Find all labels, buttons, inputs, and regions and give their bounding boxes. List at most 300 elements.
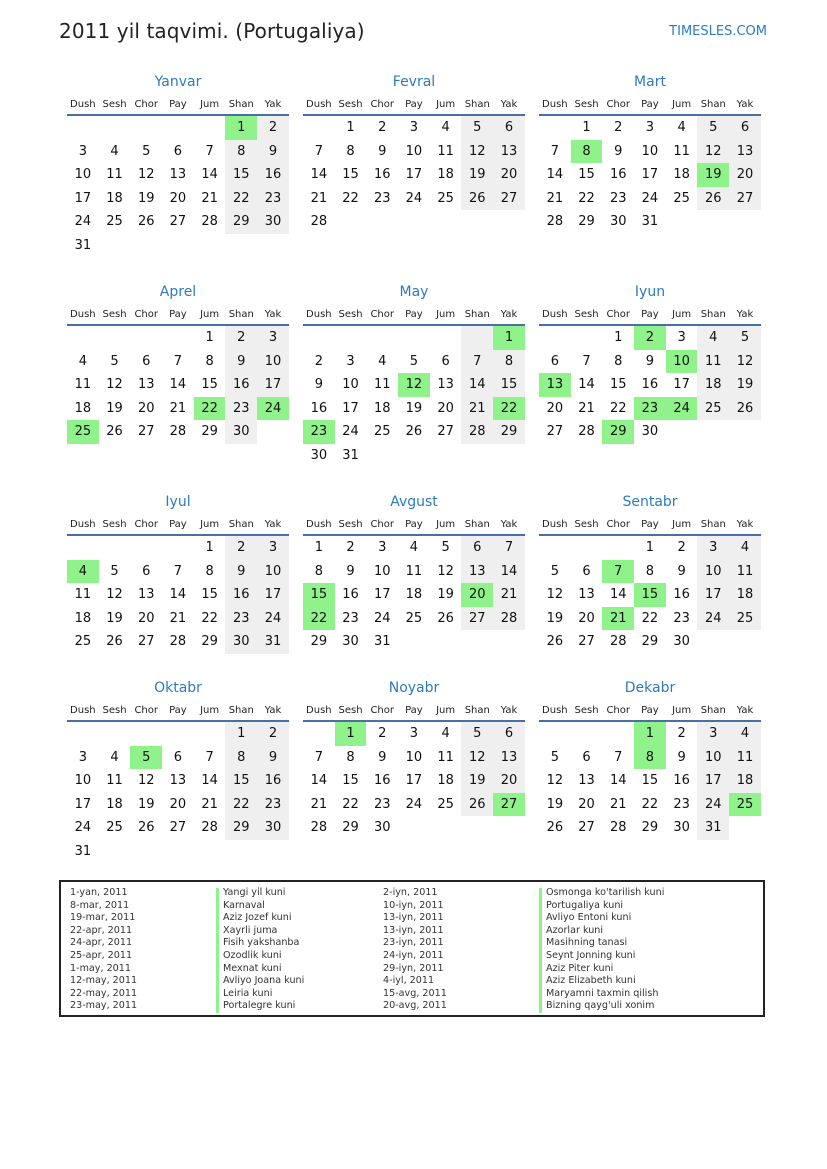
day-cell: 18 [437,167,454,183]
day-cell: 12 [137,167,155,183]
day-cell: 6 [582,563,591,579]
weekday-label: Sesh [102,705,127,716]
day-cell: 28 [609,634,627,650]
day-cell: 4 [78,353,87,369]
legend-item: 15-avg, 2011 [383,987,447,999]
empty-day-cell [335,210,367,234]
day-cell: 10 [257,560,289,584]
day-cell: 29 [641,820,659,836]
day-cell: 4 [441,726,450,741]
day-cell: 11 [437,143,454,159]
holiday-day-cell: 7 [602,560,634,584]
day-cell: 3 [78,749,87,765]
day-cell: 21 [201,190,218,206]
empty-day-cell [461,816,493,840]
day-cell: 6 [493,116,525,140]
legend-item: Aziz Piter kuni [546,962,614,974]
legend-item: 22-apr, 2011 [70,924,133,936]
day-cell: 24 [641,190,659,206]
day-cell: 3 [257,326,289,350]
day-cell: 4 [110,749,119,765]
day-cell: 21 [461,397,493,421]
empty-day-cell [539,722,571,746]
weekday-label: Yak [736,705,754,716]
weekday-label: Shan [464,519,490,530]
weekday-label: Shan [228,705,254,716]
weekday-label: Sesh [574,309,599,320]
day-cell: 3 [697,722,729,746]
day-grid [303,722,525,840]
day-cell: 10 [373,563,391,579]
empty-day-cell [99,234,131,258]
day-grid [67,536,289,654]
site-link[interactable]: TIMESLES.COM [669,24,767,39]
day-cell: 28 [201,820,218,836]
day-cell: 7 [173,563,183,579]
day-cell: 20 [546,400,564,416]
weekday-label: Sesh [574,705,599,716]
day-cell: 27 [137,634,155,650]
empty-day-cell [666,210,698,234]
day-cell: 7 [314,143,323,159]
day-cell: 15 [201,587,218,603]
weekday-header [539,98,761,116]
day-cell: 20 [437,400,454,416]
day-cell: 15 [342,167,359,183]
day-cell: 14 [201,167,218,183]
day-cell: 21 [546,190,564,206]
weekday-label: Dush [70,519,96,530]
weekday-label: Pay [641,705,659,716]
empty-day-cell [257,420,289,444]
holiday-day-cell: 13 [539,373,571,397]
day-cell: 7 [614,749,623,765]
day-cell: 13 [437,377,454,393]
legend-names-col-2 [546,887,664,1013]
weekday-label: Sesh [102,519,127,530]
day-cell: 2 [677,540,686,555]
day-cell: 19 [546,610,564,626]
weekday-header [539,704,761,722]
day-cell: 4 [378,353,387,369]
holiday-day-cell: 24 [257,397,289,421]
day-cell: 2 [257,722,289,746]
weekday-header [303,98,525,116]
legend-item: Yangi yil kuni [223,887,286,898]
weekday-label: Yak [264,705,282,716]
empty-day-cell [335,326,367,350]
holiday-day-cell: 15 [303,583,335,607]
day-cell: 27 [437,424,454,440]
day-cell: 28 [578,424,595,440]
day-grid [539,722,761,840]
day-cell: 22 [609,400,627,416]
legend-item: Osmonga ko'tarilish kuni [546,887,665,898]
day-cell: 26 [546,820,564,836]
day-grid [539,116,761,234]
legend-item: 24-iyn, 2011 [383,949,444,961]
day-cell: 14 [493,560,525,584]
weekday-header [303,704,525,722]
day-cell: 19 [137,796,155,812]
day-cell: 24 [74,214,92,230]
day-cell: 15 [578,167,595,183]
legend-item: 4-iyl, 2011 [383,975,435,987]
weekday-label: Pay [405,99,423,110]
day-cell: 29 [201,634,218,650]
day-cell: 3 [378,540,387,555]
day-cell: 23 [373,190,391,206]
day-cell: 11 [74,377,92,393]
day-cell: 20 [578,796,595,812]
weekday-label: Jum [200,705,220,716]
day-cell: 18 [405,587,423,603]
month-title: Fevral [392,74,436,90]
holiday-day-cell: 15 [634,583,666,607]
empty-day-cell [697,210,729,234]
weekday-label: Jum [436,519,456,530]
day-cell: 25 [697,397,729,421]
day-cell: 5 [697,116,729,140]
weekday-label: Chor [370,519,394,530]
legend-item: 1-yan, 2011 [70,887,128,898]
day-cell: 19 [405,400,423,416]
weekday-label: Pay [169,309,187,320]
empty-day-cell [539,536,571,560]
weekday-label: Yak [736,519,754,530]
weekday-label: Pay [641,309,659,320]
weekday-label: Jum [436,99,456,110]
legend-names-col-1 [223,887,304,1013]
day-cell: 27 [578,820,595,836]
empty-day-cell [461,210,493,234]
holiday-day-cell: 8 [634,746,666,770]
day-grid [67,722,289,864]
day-cell: 2 [677,726,686,741]
weekday-label: Yak [500,309,518,320]
holiday-day-cell: 19 [697,163,729,187]
day-cell: 23 [673,610,690,626]
day-cell: 20 [493,769,525,793]
day-cell: 1 [205,540,214,555]
day-cell: 17 [697,583,729,607]
weekday-label: Pay [405,519,423,530]
day-cell: 17 [405,167,423,183]
day-cell: 29 [493,420,525,444]
empty-day-cell [398,816,430,840]
day-cell: 9 [645,353,655,369]
day-cell: 22 [201,610,218,626]
holiday-day-cell: 22 [194,397,226,421]
day-cell: 21 [493,583,525,607]
day-cell: 6 [493,722,525,746]
day-cell: 14 [546,167,564,183]
day-cell: 17 [641,167,659,183]
weekday-label: Sesh [102,99,127,110]
day-cell: 21 [609,796,627,812]
day-cell: 5 [441,540,450,555]
day-cell: 27 [729,187,761,211]
empty-day-cell [257,840,289,864]
weekday-header [67,308,289,326]
day-cell: 30 [342,634,359,650]
weekday-label: Dush [542,99,568,110]
legend-item: 13-iyn, 2011 [383,924,444,936]
day-cell: 12 [546,773,564,789]
day-cell: 4 [697,326,729,350]
weekday-label: Yak [500,519,518,530]
day-cell: 11 [373,377,391,393]
day-cell: 11 [405,563,423,579]
legend-item: 19-mar, 2011 [70,912,136,924]
day-cell: 22 [225,187,257,211]
day-cell: 2 [614,120,623,135]
empty-day-cell [729,210,761,234]
day-cell: 27 [137,424,155,440]
day-cell: 26 [106,424,123,440]
weekday-label: Sesh [338,705,363,716]
empty-day-cell [162,234,194,258]
day-cell: 23 [225,397,257,421]
day-cell: 1 [645,540,655,555]
weekday-label: Chor [606,519,630,530]
day-cell: 21 [169,610,187,626]
day-cell: 3 [257,536,289,560]
day-grid [539,326,761,444]
day-cell: 22 [641,796,659,812]
empty-day-cell [225,234,257,258]
day-cell: 17 [74,796,92,812]
day-cell: 9 [314,377,323,393]
holiday-day-cell: 21 [602,607,634,631]
weekday-label: Jum [672,99,692,110]
legend-item: Bizning qayg'uli xonim [546,1000,655,1012]
weekday-header [67,518,289,536]
day-cell: 4 [729,536,761,560]
day-cell: 8 [614,353,623,369]
day-cell: 29 [225,210,257,234]
legend-bar-1 [216,888,219,1013]
weekday-header [303,518,525,536]
day-cell: 30 [225,630,257,654]
weekday-label: Shan [228,99,254,110]
day-cell: 25 [673,190,690,206]
empty-day-cell [162,722,194,746]
day-cell: 12 [461,140,493,164]
month-yanvar [67,73,289,258]
holiday-day-cell: 27 [493,793,525,817]
day-cell: 16 [373,167,391,183]
day-cell: 8 [493,350,525,374]
day-cell: 3 [677,330,686,345]
legend-item: Avliyo Joana kuni [223,975,305,987]
day-cell: 18 [373,400,391,416]
day-cell: 10 [697,560,729,584]
day-cell: 18 [729,769,761,793]
holiday-day-cell: 29 [602,420,634,444]
day-cell: 9 [677,749,686,765]
day-cell: 13 [729,140,761,164]
day-cell: 24 [257,607,289,631]
legend-item: Portugaliya kuni [546,899,624,911]
day-cell: 8 [314,563,323,579]
day-cell: 9 [225,560,257,584]
legend-dates-col-1 [70,887,137,1013]
weekday-header [539,518,761,536]
day-cell: 8 [346,143,355,159]
weekday-label: Chor [134,519,158,530]
day-cell: 10 [697,746,729,770]
empty-day-cell [602,722,634,746]
day-cell: 7 [493,536,525,560]
day-cell: 8 [225,140,257,164]
empty-day-cell [130,326,162,350]
empty-day-cell [99,722,131,746]
day-cell: 29 [578,214,595,230]
day-cell: 21 [310,796,328,812]
day-cell: 2 [346,540,355,555]
weekday-label: Shan [700,705,726,716]
empty-day-cell [539,326,571,350]
day-cell: 15 [493,373,525,397]
empty-day-cell [162,536,194,560]
month-title: Dekabr [624,680,676,696]
legend-item: 23-iyn, 2011 [383,937,444,949]
day-cell: 7 [461,350,493,374]
weekday-label: Chor [370,705,394,716]
day-grid [539,536,761,654]
day-cell: 28 [310,820,328,836]
day-cell: 9 [225,350,257,374]
day-cell: 14 [169,377,187,393]
legend-item: 13-iyn, 2011 [383,912,444,924]
weekday-label: Jum [200,519,220,530]
day-cell: 10 [342,377,359,393]
weekday-label: Sesh [338,519,363,530]
day-cell: 26 [137,214,155,230]
day-cell: 9 [378,143,387,159]
weekday-label: Chor [370,309,394,320]
month-iyul [67,493,289,654]
day-cell: 2 [314,353,323,369]
day-cell: 24 [74,820,92,836]
day-cell: 16 [310,400,328,416]
day-cell: 19 [106,400,123,416]
holiday-day-cell: 10 [666,350,698,374]
weekday-label: Pay [641,99,659,110]
day-cell: 28 [546,214,564,230]
day-cell: 12 [137,773,155,789]
day-cell: 9 [614,143,623,159]
day-cell: 31 [641,214,659,230]
day-cell: 27 [461,607,493,631]
legend-item: 20-avg, 2011 [383,1000,447,1012]
day-cell: 2 [225,326,257,350]
empty-day-cell [398,326,430,350]
weekday-label: Shan [464,705,490,716]
legend-item: 8-mar, 2011 [70,899,130,911]
day-cell: 14 [201,773,218,789]
day-cell: 31 [74,843,92,859]
day-cell: 16 [225,583,257,607]
holiday-day-cell: 25 [729,793,761,817]
legend-item: Mexnat kuni [223,962,282,974]
weekday-label: Chor [370,99,394,110]
day-cell: 12 [546,587,564,603]
weekday-label: Sesh [102,309,127,320]
day-cell: 24 [373,610,391,626]
day-cell: 10 [74,167,92,183]
day-cell: 6 [173,749,183,765]
day-cell: 4 [409,540,419,555]
legend-dates-col-2 [383,887,447,1013]
day-cell: 12 [729,350,761,374]
day-cell: 22 [578,190,595,206]
day-cell: 5 [110,563,119,579]
day-cell: 26 [461,793,493,817]
day-cell: 27 [169,820,187,836]
empty-day-cell [303,116,335,140]
day-cell: 22 [641,610,659,626]
day-cell: 4 [729,722,761,746]
empty-day-cell [430,630,462,654]
empty-day-cell [398,444,430,468]
day-cell: 20 [137,610,155,626]
empty-day-cell [99,536,131,560]
day-cell: 20 [729,163,761,187]
day-cell: 21 [310,190,328,206]
weekday-label: Chor [134,99,158,110]
empty-day-cell [493,630,525,654]
empty-day-cell [194,722,226,746]
weekday-label: Shan [700,309,726,320]
day-cell: 31 [257,630,289,654]
weekday-label: Chor [606,309,630,320]
empty-day-cell [67,326,99,350]
day-cell: 18 [106,796,123,812]
day-cell: 19 [729,373,761,397]
day-grid [67,326,289,444]
page-title: 2011 yil taqvimi. (Portugaliya) [59,19,365,43]
empty-day-cell [225,840,257,864]
legend-item: Aziz Elizabeth kuni [546,975,636,987]
weekday-label: Pay [169,99,187,110]
weekday-label: Sesh [338,99,363,110]
day-grid [67,116,289,258]
month-title: Noyabr [388,680,440,696]
empty-day-cell [67,536,99,560]
day-cell: 2 [378,726,387,741]
empty-day-cell [430,444,462,468]
day-cell: 25 [106,820,123,836]
empty-day-cell [162,840,194,864]
day-cell: 2 [225,536,257,560]
weekday-header [67,704,289,722]
day-cell: 20 [578,610,595,626]
holiday-day-cell: 23 [303,420,335,444]
day-cell: 14 [609,773,627,789]
weekday-label: Dush [542,519,568,530]
weekday-label: Dush [306,705,332,716]
weekday-label: Yak [500,99,518,110]
day-cell: 26 [546,634,564,650]
day-cell: 13 [578,773,595,789]
day-cell: 16 [641,377,659,393]
day-cell: 24 [405,796,423,812]
holiday-day-cell: 22 [493,397,525,421]
empty-day-cell [571,722,603,746]
day-cell: 29 [225,816,257,840]
